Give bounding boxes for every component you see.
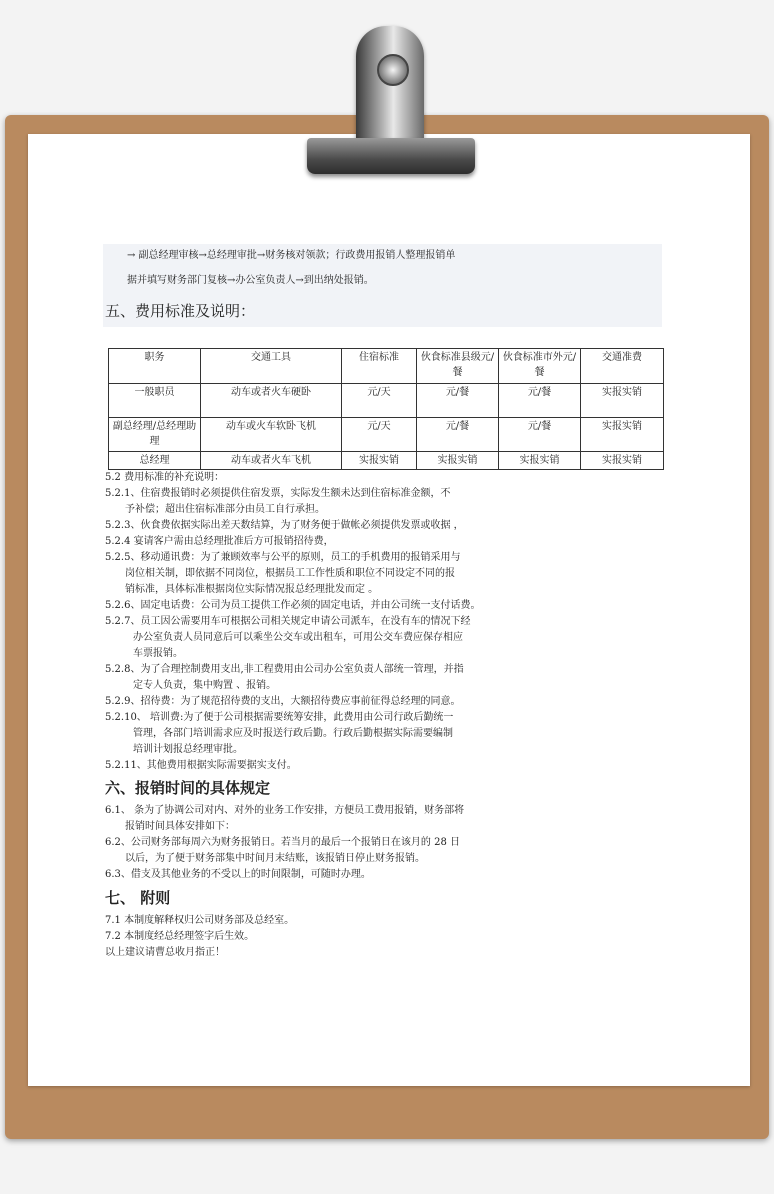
table-header-cell: 住宿标准 [342, 349, 417, 384]
table-header-row [109, 349, 664, 384]
table-cell: 实报实销 [581, 384, 664, 418]
table-row [109, 384, 664, 418]
note-line: 车票报销。 [133, 648, 183, 659]
note-line: 定专人负责，集中购置 、报销。 [133, 680, 277, 691]
note-line: 5.2.8、为了合理控制费用支出,非工程费用由公司办公室负责人部统一管理，并指 [105, 664, 464, 675]
table-cell: 元/天 [342, 384, 417, 418]
section6-body [105, 803, 665, 883]
table-cell: 元/餐 [499, 384, 581, 418]
binder-clip-icon [356, 26, 424, 146]
note-line: 5.2.9、招待费：为了规范招待费的支出，大额招待费应事前征得总经理的同意。 [105, 696, 461, 707]
clip-hole-icon [377, 54, 409, 86]
table-header-cell: 伙食标准市外元/餐 [499, 349, 581, 384]
table-row [109, 452, 664, 470]
note-line: 5.2.1、住宿费报销时必须提供住宿发票，实际发生额未达到住宿标准金额，不 [105, 488, 451, 499]
table-cell: 动车或火车软卧飞机 [201, 418, 342, 452]
note-line: 销标准，具体标准根据岗位实际情况报总经理批发而定 。 [125, 584, 379, 595]
note-line: 5.2.7、员工因公需要用车可根据公司相关规定申请公司派车，在没有车的情况下经 [105, 616, 471, 627]
rule-line: 以上建议请曹总收月指正！ [105, 947, 225, 958]
table-cell: 元/餐 [417, 418, 499, 452]
binder-clip-base-icon [307, 138, 475, 174]
table-cell: 实报实销 [342, 452, 417, 470]
rule-line: 7.2 本制度经总经理签字后生效。 [105, 931, 255, 942]
intro-block [103, 244, 662, 327]
section6-title: 六、报销时间的具体规定 [105, 779, 271, 797]
table-cell: 一般职员 [109, 384, 201, 418]
table-header-cell: 伙食标准县级元/餐 [417, 349, 499, 384]
table-header-cell: 交通准费 [581, 349, 664, 384]
table-cell: 副总经理/总经理助理 [109, 418, 201, 452]
rule-line: 7.1 本制度解释权归公司财务部及总经室。 [105, 915, 295, 926]
document-content [105, 244, 665, 961]
table-cell: 元/天 [342, 418, 417, 452]
section7-body [105, 913, 665, 961]
table-cell: 实报实销 [581, 418, 664, 452]
rule-line: 6.1、 条为了协调公司对内、对外的业务工作安排，方便员工费用报销，财务部将 [105, 805, 465, 816]
table-header-cell: 交通工具 [201, 349, 342, 384]
intro-line: → 副总经理审核→总经理审批→财务核对领款；行政费用报销人整理报销单 [127, 250, 456, 261]
rule-line: 6.2、公司财务部每周六为财务报销日。若当月的最后一个报销日在该月的 28 日 [105, 837, 460, 848]
note-line: 5.2.3、伙食费依据实际出差天数结算，为了财务便于做帐必须提供发票或收据 ， [105, 520, 464, 531]
table-cell: 元/餐 [499, 418, 581, 452]
rule-line: 以后，为了便于财务部集中时间月末结账，该报销日停止财务报销。 [125, 853, 425, 864]
table-row [109, 418, 664, 452]
table-cell: 动车或者火车飞机 [201, 452, 342, 470]
note-line: 岗位相关制，即依据不同岗位，根据员工工作性质和职位不同设定不同的报 [125, 568, 455, 579]
note-line: 5.2 费用标准的补充说明： [105, 472, 225, 483]
note-line: 培训计划报总经理审批。 [133, 744, 243, 755]
note-line: 5.2.5、移动通讯费：为了兼顾效率与公平的原则，员工的手机费用的报销采用与 [105, 552, 461, 563]
note-line: 予补偿；超出住宿标准部分由员工自行承担。 [125, 504, 325, 515]
table-cell: 总经理 [109, 452, 201, 470]
table-cell: 元/餐 [417, 384, 499, 418]
note-line: 管理，各部门培训需求应及时报送行政后勤。行政后勤根据实际需要编制 [133, 728, 453, 739]
note-line: 办公室负责人员同意后可以乘坐公交车或出租车，可用公交车费应保存相应 [133, 632, 463, 643]
intro-line: 据并填写财务部门复核→办公室负责人→到出纳处报销。 [127, 275, 374, 286]
rule-line: 报销时间具体安排如下： [125, 821, 235, 832]
table-cell: 实报实销 [417, 452, 499, 470]
expense-standard-table [108, 348, 664, 470]
table-cell: 实报实销 [499, 452, 581, 470]
section7-title: 七、 附则 [105, 889, 171, 907]
table-cell: 动车或者火车硬卧 [201, 384, 342, 418]
rule-line: 6.3、借支及其他业务的不受以上的时间限制，可随时办理。 [105, 869, 371, 880]
table-header-cell: 职务 [109, 349, 201, 384]
note-line: 5.2.11、其他费用根据实际需要据实支付。 [105, 760, 297, 771]
table-cell: 实报实销 [581, 452, 664, 470]
note-line: 5.2.4 宴请客户需由总经理批准后方可报销招待费， [105, 536, 334, 547]
note-line: 5.2.6、固定电话费：公司为员工提供工作必须的固定电话，并由公司统一支付话费。 [105, 600, 481, 611]
note-line: 5.2.10、 培训费:为了便于公司根据需要统筹安排，此费用由公司行政后勤统一 [105, 712, 454, 723]
section5-title: 五、费用标准及说明： [105, 302, 256, 320]
supplement-notes [105, 470, 665, 774]
